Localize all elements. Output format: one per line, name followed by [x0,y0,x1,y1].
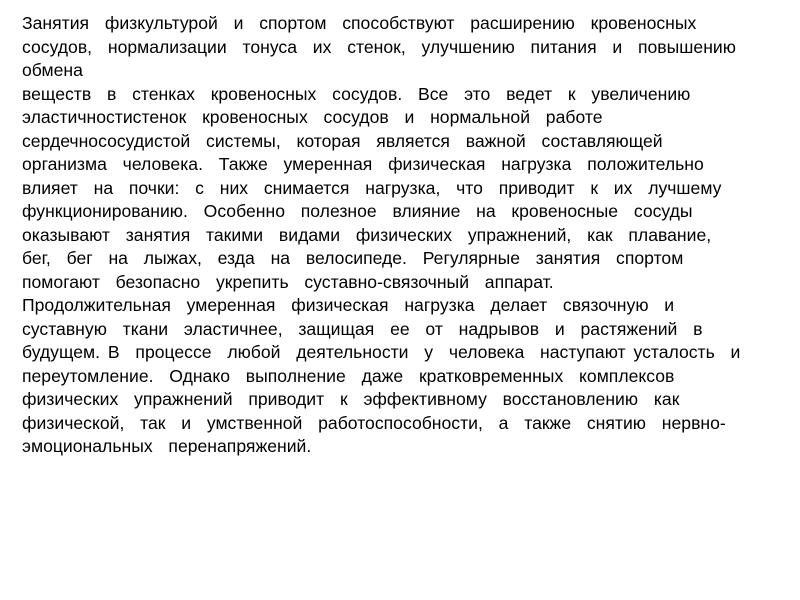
text-line: организма человека. Также умеренная физическая нагрузка положительно [22,154,704,174]
text-line: обмена [22,60,83,80]
text-line: сосудов, нормализации тонуса их стенок, улучшению питания и повышению [22,36,736,57]
text-line: Продолжительная умеренная физическая нагрузка делает связочную и [22,295,675,315]
text-line: влияет на почки: с них снимается нагрузка, что приводит к их лучшему [22,177,722,198]
text-line: оказывают занятия такими видами физических упражнений, как плавание, [22,224,712,245]
text-line: переутомление. Однако выполнение даже кратковременных комплексов [22,365,675,386]
text-line: эмоциональных перенапряжений. [22,436,312,456]
text-line: функционированию. Особенно полезное влияние на кровеносные сосуды [22,201,693,221]
text-line: будущем. В процессе любой деятельности у человека наступают усталость и [22,342,741,362]
text-line: бег, бег на лыжах, езда на велосипеде. Регулярные занятия спортом [22,248,684,268]
text-line: сердечнососудистой системы, которая является важной составляющей [22,130,663,151]
text-line: эластичностистенок кровеносных сосудов и нормальной работе [22,107,603,127]
text-line: помогают безопасно укрепить суставно-связочный аппарат. [22,271,554,292]
text-line: суставную ткани эластичнее, защищая ее от надрывов и растяжений в [22,318,703,339]
text-line: веществ в стенках кровеносных сосудов. Все это ведет к увеличению [22,83,691,104]
text-line: физической, так и умственной работоспособности, а также снятию нервно- [22,412,726,433]
text-line: физических упражнений приводит к эффективному восстановлению как [22,389,680,409]
body-text [22,12,782,459]
text-line: Занятия физкультурой и спортом способствуют расширению кровеносных [22,13,697,33]
